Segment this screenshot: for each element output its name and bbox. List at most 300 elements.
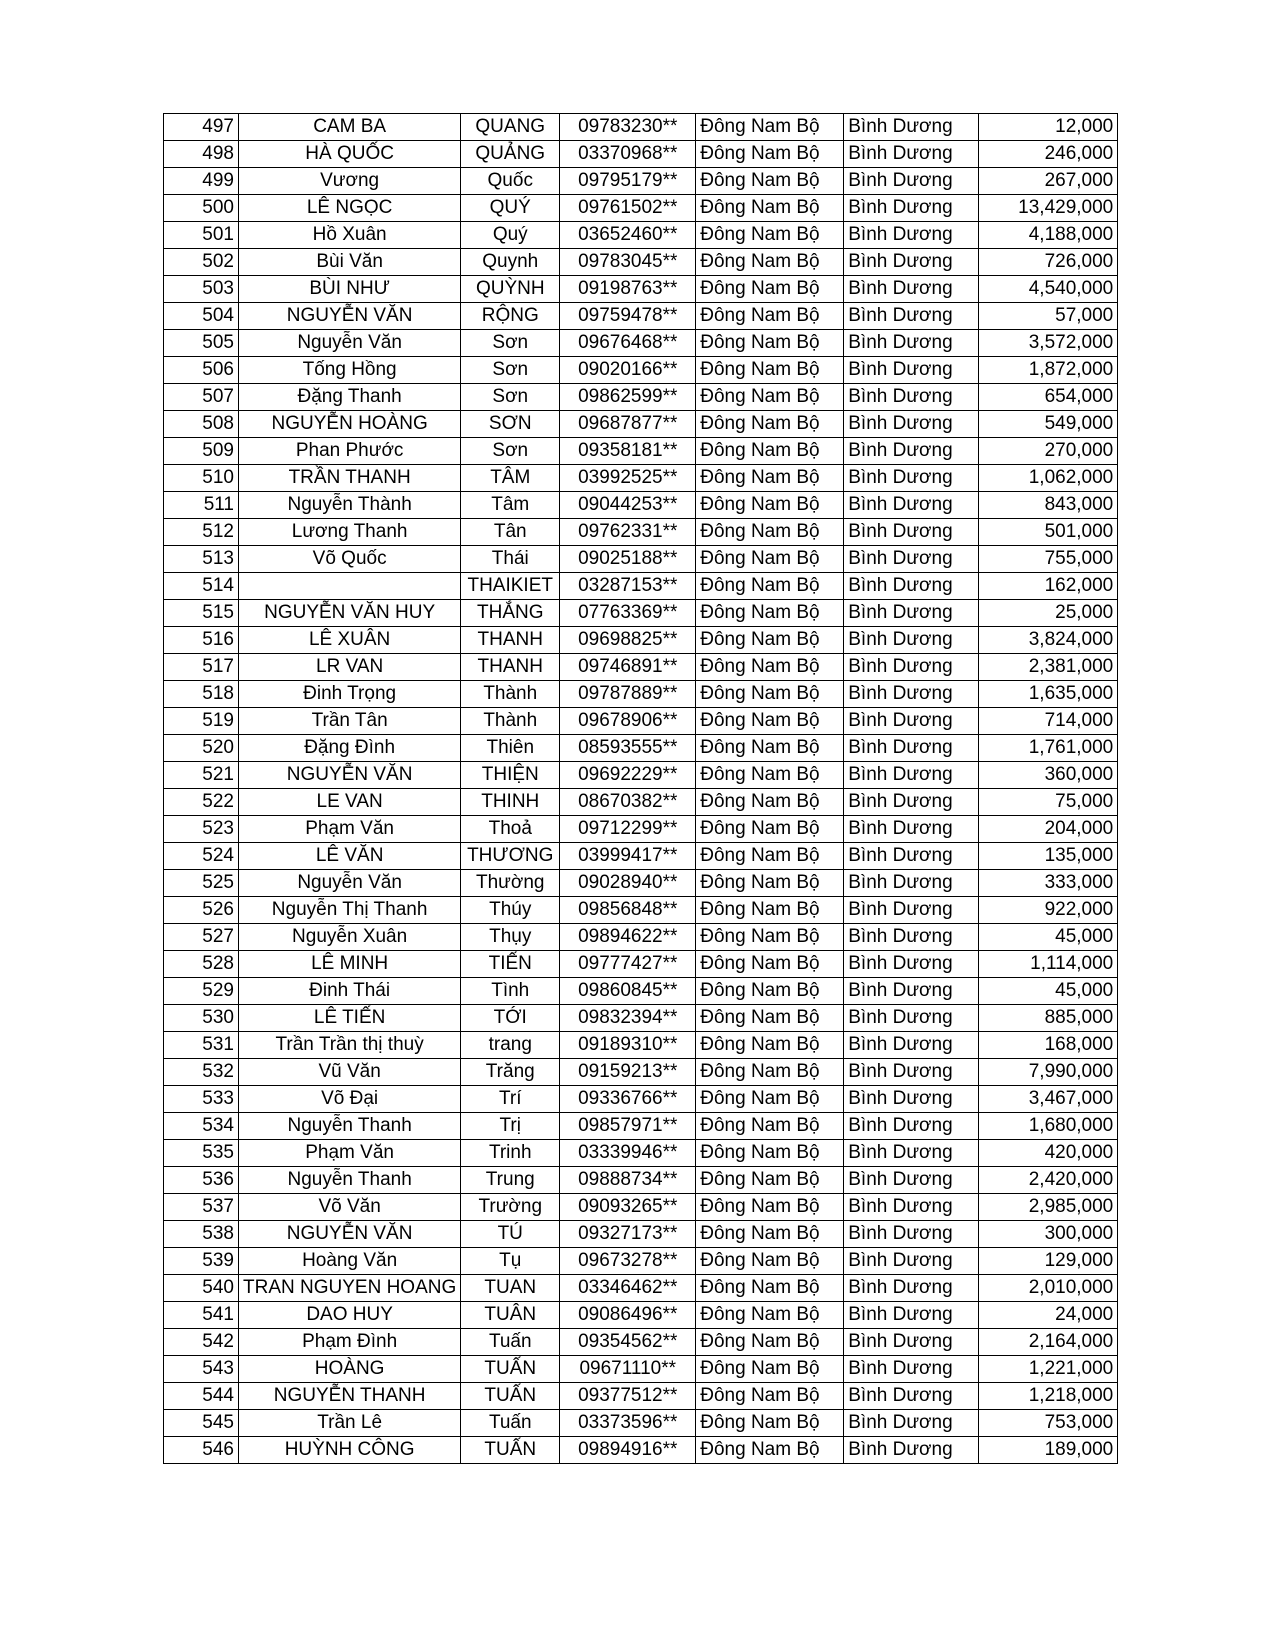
cell-phone: 09198763** [560,276,696,303]
cell-first-name: Tâm [461,492,560,519]
cell-last-middle-name: LE VAN [239,789,461,816]
cell-first-name: Trí [461,1086,560,1113]
cell-region: Đông Nam Bộ [696,1383,844,1410]
table-row [164,384,1118,411]
cell-amount: 2,985,000 [979,1194,1118,1221]
cell-province: Bình Dương [844,1113,979,1140]
cell-region: Đông Nam Bộ [696,708,844,735]
cell-province: Bình Dương [844,1221,979,1248]
cell-phone: 09673278** [560,1248,696,1275]
cell-amount: 755,000 [979,546,1118,573]
cell-region: Đông Nam Bộ [696,843,844,870]
cell-stt: 503 [164,276,239,303]
cell-stt: 514 [164,573,239,600]
cell-last-middle-name: Nguyễn Thị Thanh [239,897,461,924]
cell-first-name: THIỆN [461,762,560,789]
cell-region: Đông Nam Bộ [696,546,844,573]
cell-first-name: Sơn [461,438,560,465]
cell-first-name: THANH [461,654,560,681]
cell-first-name: Sơn [461,384,560,411]
cell-region: Đông Nam Bộ [696,573,844,600]
cell-stt: 519 [164,708,239,735]
table-body [164,114,1118,1464]
table-row [164,1248,1118,1275]
cell-first-name: TUÂN [461,1302,560,1329]
cell-region: Đông Nam Bộ [696,978,844,1005]
cell-last-middle-name: Hoàng Văn [239,1248,461,1275]
table-row [164,1410,1118,1437]
cell-stt: 509 [164,438,239,465]
cell-stt: 505 [164,330,239,357]
cell-phone: 09377512** [560,1383,696,1410]
cell-province: Bình Dương [844,519,979,546]
cell-last-middle-name: NGUYỄN VĂN HUY [239,600,461,627]
cell-amount: 2,420,000 [979,1167,1118,1194]
table-row [164,681,1118,708]
cell-phone: 09888734** [560,1167,696,1194]
cell-first-name: Trường [461,1194,560,1221]
cell-first-name: QUỲNH [461,276,560,303]
cell-amount: 45,000 [979,978,1118,1005]
cell-province: Bình Dương [844,1167,979,1194]
table-row [164,519,1118,546]
cell-province: Bình Dương [844,843,979,870]
cell-region: Đông Nam Bộ [696,1194,844,1221]
cell-phone: 09358181** [560,438,696,465]
cell-phone: 09746891** [560,654,696,681]
cell-region: Đông Nam Bộ [696,924,844,951]
cell-region: Đông Nam Bộ [696,330,844,357]
table-row [164,870,1118,897]
cell-amount: 1,221,000 [979,1356,1118,1383]
cell-stt: 540 [164,1275,239,1302]
cell-first-name: TUẤN [461,1356,560,1383]
cell-province: Bình Dương [844,492,979,519]
cell-first-name: Tụ [461,1248,560,1275]
cell-first-name: RỘNG [461,303,560,330]
cell-region: Đông Nam Bộ [696,816,844,843]
cell-last-middle-name: Lương Thanh [239,519,461,546]
cell-first-name: Thường [461,870,560,897]
cell-province: Bình Dương [844,681,979,708]
cell-region: Đông Nam Bộ [696,1437,844,1464]
cell-region: Đông Nam Bộ [696,141,844,168]
cell-amount: 922,000 [979,897,1118,924]
table-row [164,1005,1118,1032]
cell-province: Bình Dương [844,1329,979,1356]
cell-amount: 7,990,000 [979,1059,1118,1086]
cell-province: Bình Dương [844,600,979,627]
table-row [164,951,1118,978]
cell-region: Đông Nam Bộ [696,1302,844,1329]
cell-phone: 09044253** [560,492,696,519]
table-row [164,141,1118,168]
cell-province: Bình Dương [844,1194,979,1221]
cell-amount: 267,000 [979,168,1118,195]
table-row [164,1302,1118,1329]
cell-region: Đông Nam Bộ [696,1275,844,1302]
cell-region: Đông Nam Bộ [696,249,844,276]
cell-last-middle-name: Nguyễn Thành [239,492,461,519]
cell-last-middle-name: Trần Tân [239,708,461,735]
cell-province: Bình Dương [844,249,979,276]
cell-stt: 517 [164,654,239,681]
cell-last-middle-name: BÙI NHƯ [239,276,461,303]
cell-province: Bình Dương [844,816,979,843]
cell-last-middle-name: Vũ Văn [239,1059,461,1086]
cell-stt: 542 [164,1329,239,1356]
cell-first-name: QUẢNG [461,141,560,168]
cell-last-middle-name: HOÀNG [239,1356,461,1383]
cell-region: Đông Nam Bộ [696,168,844,195]
cell-province: Bình Dương [844,1140,979,1167]
cell-province: Bình Dương [844,1059,979,1086]
cell-region: Đông Nam Bộ [696,951,844,978]
cell-stt: 515 [164,600,239,627]
cell-last-middle-name: Vương [239,168,461,195]
cell-last-middle-name: Phạm Văn [239,1140,461,1167]
table-row [164,114,1118,141]
cell-last-middle-name [239,573,461,600]
table-row [164,1221,1118,1248]
cell-region: Đông Nam Bộ [696,1086,844,1113]
cell-stt: 510 [164,465,239,492]
table-row [164,978,1118,1005]
cell-last-middle-name: Nguyễn Xuân [239,924,461,951]
table-row [164,168,1118,195]
cell-amount: 57,000 [979,303,1118,330]
cell-province: Bình Dương [844,357,979,384]
cell-stt: 499 [164,168,239,195]
cell-last-middle-name: CAM BA [239,114,461,141]
cell-phone: 03992525** [560,465,696,492]
cell-last-middle-name: Bùi Văn [239,249,461,276]
cell-last-middle-name: Nguyễn Văn [239,870,461,897]
cell-province: Bình Dương [844,1356,979,1383]
cell-last-middle-name: Trần Trần thị thuỳ [239,1032,461,1059]
cell-stt: 546 [164,1437,239,1464]
cell-province: Bình Dương [844,573,979,600]
cell-amount: 24,000 [979,1302,1118,1329]
cell-region: Đông Nam Bộ [696,789,844,816]
cell-amount: 654,000 [979,384,1118,411]
cell-region: Đông Nam Bộ [696,1248,844,1275]
cell-first-name: Thụy [461,924,560,951]
cell-amount: 12,000 [979,114,1118,141]
cell-province: Bình Dương [844,951,979,978]
cell-amount: 753,000 [979,1410,1118,1437]
cell-amount: 2,381,000 [979,654,1118,681]
cell-region: Đông Nam Bộ [696,681,844,708]
cell-stt: 518 [164,681,239,708]
cell-region: Đông Nam Bộ [696,438,844,465]
cell-province: Bình Dương [844,168,979,195]
cell-phone: 09025188** [560,546,696,573]
cell-amount: 45,000 [979,924,1118,951]
cell-last-middle-name: LÊ NGỌC [239,195,461,222]
cell-last-middle-name: Trần Lê [239,1410,461,1437]
cell-amount: 843,000 [979,492,1118,519]
cell-province: Bình Dương [844,789,979,816]
cell-province: Bình Dương [844,222,979,249]
cell-last-middle-name: Tống Hồng [239,357,461,384]
cell-province: Bình Dương [844,735,979,762]
cell-province: Bình Dương [844,1005,979,1032]
cell-stt: 535 [164,1140,239,1167]
cell-stt: 513 [164,546,239,573]
cell-region: Đông Nam Bộ [696,1032,844,1059]
cell-province: Bình Dương [844,465,979,492]
cell-amount: 4,540,000 [979,276,1118,303]
cell-phone: 09862599** [560,384,696,411]
cell-phone: 09860845** [560,978,696,1005]
cell-province: Bình Dương [844,978,979,1005]
cell-last-middle-name: HÀ QUỐC [239,141,461,168]
cell-first-name: TUẤN [461,1437,560,1464]
table-row [164,438,1118,465]
cell-stt: 533 [164,1086,239,1113]
cell-stt: 541 [164,1302,239,1329]
cell-amount: 360,000 [979,762,1118,789]
table-row [164,222,1118,249]
cell-first-name: QUÝ [461,195,560,222]
cell-stt: 525 [164,870,239,897]
cell-stt: 527 [164,924,239,951]
cell-last-middle-name: TRẦN THANH [239,465,461,492]
cell-province: Bình Dương [844,924,979,951]
cell-region: Đông Nam Bộ [696,1410,844,1437]
cell-region: Đông Nam Bộ [696,303,844,330]
cell-amount: 204,000 [979,816,1118,843]
cell-phone: 09894622** [560,924,696,951]
cell-last-middle-name: Phạm Đình [239,1329,461,1356]
cell-region: Đông Nam Bộ [696,762,844,789]
cell-last-middle-name: Nguyễn Thanh [239,1167,461,1194]
cell-stt: 512 [164,519,239,546]
cell-region: Đông Nam Bộ [696,1059,844,1086]
cell-amount: 1,680,000 [979,1113,1118,1140]
cell-last-middle-name: Phạm Văn [239,816,461,843]
table-row [164,573,1118,600]
cell-region: Đông Nam Bộ [696,195,844,222]
table-row [164,411,1118,438]
cell-phone: 03339946** [560,1140,696,1167]
cell-last-middle-name: NGUYỄN VĂN [239,762,461,789]
cell-first-name: Thúy [461,897,560,924]
cell-amount: 3,467,000 [979,1086,1118,1113]
cell-province: Bình Dương [844,411,979,438]
cell-stt: 524 [164,843,239,870]
cell-province: Bình Dương [844,438,979,465]
table-row [164,654,1118,681]
cell-stt: 534 [164,1113,239,1140]
cell-amount: 714,000 [979,708,1118,735]
cell-phone: 09894916** [560,1437,696,1464]
cell-phone: 09093265** [560,1194,696,1221]
cell-phone: 09832394** [560,1005,696,1032]
cell-amount: 75,000 [979,789,1118,816]
cell-last-middle-name: Phan Phước [239,438,461,465]
table-row [164,465,1118,492]
table-row [164,546,1118,573]
cell-stt: 520 [164,735,239,762]
cell-region: Đông Nam Bộ [696,600,844,627]
table-row [164,1437,1118,1464]
cell-region: Đông Nam Bộ [696,1221,844,1248]
cell-phone: 09761502** [560,195,696,222]
cell-region: Đông Nam Bộ [696,1113,844,1140]
cell-first-name: SƠN [461,411,560,438]
cell-region: Đông Nam Bộ [696,1140,844,1167]
cell-amount: 1,062,000 [979,465,1118,492]
cell-stt: 504 [164,303,239,330]
cell-phone: 09028940** [560,870,696,897]
cell-province: Bình Dương [844,1248,979,1275]
cell-region: Đông Nam Bộ [696,519,844,546]
cell-first-name: Tuấn [461,1329,560,1356]
table-row [164,1032,1118,1059]
cell-last-middle-name: DAO HUY [239,1302,461,1329]
cell-amount: 168,000 [979,1032,1118,1059]
cell-stt: 528 [164,951,239,978]
cell-phone: 03999417** [560,843,696,870]
cell-stt: 526 [164,897,239,924]
cell-province: Bình Dương [844,303,979,330]
cell-province: Bình Dương [844,627,979,654]
table-row [164,1356,1118,1383]
cell-phone: 09159213** [560,1059,696,1086]
cell-stt: 532 [164,1059,239,1086]
cell-region: Đông Nam Bộ [696,465,844,492]
cell-stt: 502 [164,249,239,276]
cell-amount: 189,000 [979,1437,1118,1464]
cell-stt: 508 [164,411,239,438]
cell-amount: 25,000 [979,600,1118,627]
cell-region: Đông Nam Bộ [696,654,844,681]
cell-first-name: TUAN [461,1275,560,1302]
cell-stt: 522 [164,789,239,816]
table-row [164,492,1118,519]
cell-amount: 501,000 [979,519,1118,546]
cell-stt: 516 [164,627,239,654]
table-row [164,1059,1118,1086]
cell-province: Bình Dương [844,1086,979,1113]
cell-amount: 246,000 [979,141,1118,168]
cell-last-middle-name: LÊ XUÂN [239,627,461,654]
table-row [164,276,1118,303]
table-row [164,897,1118,924]
cell-last-middle-name: Võ Đại [239,1086,461,1113]
cell-region: Đông Nam Bộ [696,492,844,519]
cell-stt: 545 [164,1410,239,1437]
cell-phone: 09712299** [560,816,696,843]
cell-first-name: Quý [461,222,560,249]
cell-amount: 129,000 [979,1248,1118,1275]
cell-province: Bình Dương [844,195,979,222]
cell-first-name: TUẤN [461,1383,560,1410]
table-row [164,1113,1118,1140]
cell-stt: 521 [164,762,239,789]
cell-phone: 09671110** [560,1356,696,1383]
cell-amount: 549,000 [979,411,1118,438]
cell-last-middle-name: Đặng Thanh [239,384,461,411]
cell-province: Bình Dương [844,114,979,141]
table-row [164,600,1118,627]
table-row [164,1194,1118,1221]
cell-phone: 09777427** [560,951,696,978]
cell-province: Bình Dương [844,654,979,681]
cell-stt: 530 [164,1005,239,1032]
cell-first-name: Thành [461,681,560,708]
cell-stt: 539 [164,1248,239,1275]
table-row [164,708,1118,735]
cell-first-name: Trinh [461,1140,560,1167]
cell-phone: 09336766** [560,1086,696,1113]
cell-region: Đông Nam Bộ [696,114,844,141]
cell-region: Đông Nam Bộ [696,384,844,411]
cell-last-middle-name: LÊ TIẾN [239,1005,461,1032]
cell-first-name: Sơn [461,357,560,384]
table-row [164,330,1118,357]
cell-phone: 09327173** [560,1221,696,1248]
cell-amount: 3,824,000 [979,627,1118,654]
cell-stt: 529 [164,978,239,1005]
cell-amount: 270,000 [979,438,1118,465]
cell-region: Đông Nam Bộ [696,222,844,249]
cell-first-name: Tân [461,519,560,546]
cell-amount: 2,164,000 [979,1329,1118,1356]
cell-first-name: Thiên [461,735,560,762]
cell-province: Bình Dương [844,276,979,303]
cell-province: Bình Dương [844,1410,979,1437]
cell-stt: 506 [164,357,239,384]
cell-phone: 03652460** [560,222,696,249]
cell-amount: 420,000 [979,1140,1118,1167]
cell-amount: 726,000 [979,249,1118,276]
cell-province: Bình Dương [844,141,979,168]
cell-last-middle-name: HUỲNH CÔNG [239,1437,461,1464]
cell-first-name: Thoả [461,816,560,843]
cell-amount: 885,000 [979,1005,1118,1032]
cell-last-middle-name: NGUYỄN THANH [239,1383,461,1410]
table-row [164,762,1118,789]
cell-last-middle-name: NGUYỄN HOÀNG [239,411,461,438]
cell-first-name: Trung [461,1167,560,1194]
table-row [164,735,1118,762]
cell-last-middle-name: Nguyễn Văn [239,330,461,357]
cell-stt: 501 [164,222,239,249]
table-row [164,1167,1118,1194]
cell-province: Bình Dương [844,384,979,411]
cell-stt: 536 [164,1167,239,1194]
cell-phone: 03287153** [560,573,696,600]
cell-stt: 538 [164,1221,239,1248]
cell-last-middle-name: Võ Văn [239,1194,461,1221]
cell-amount: 162,000 [979,573,1118,600]
cell-province: Bình Dương [844,870,979,897]
table-row [164,1140,1118,1167]
cell-province: Bình Dương [844,897,979,924]
cell-phone: 09857971** [560,1113,696,1140]
table-row [164,357,1118,384]
cell-phone: 09762331** [560,519,696,546]
table-row [164,627,1118,654]
cell-phone: 03370968** [560,141,696,168]
table-row [164,1383,1118,1410]
cell-amount: 1,635,000 [979,681,1118,708]
cell-last-middle-name: NGUYỄN VĂN [239,1221,461,1248]
cell-amount: 13,429,000 [979,195,1118,222]
